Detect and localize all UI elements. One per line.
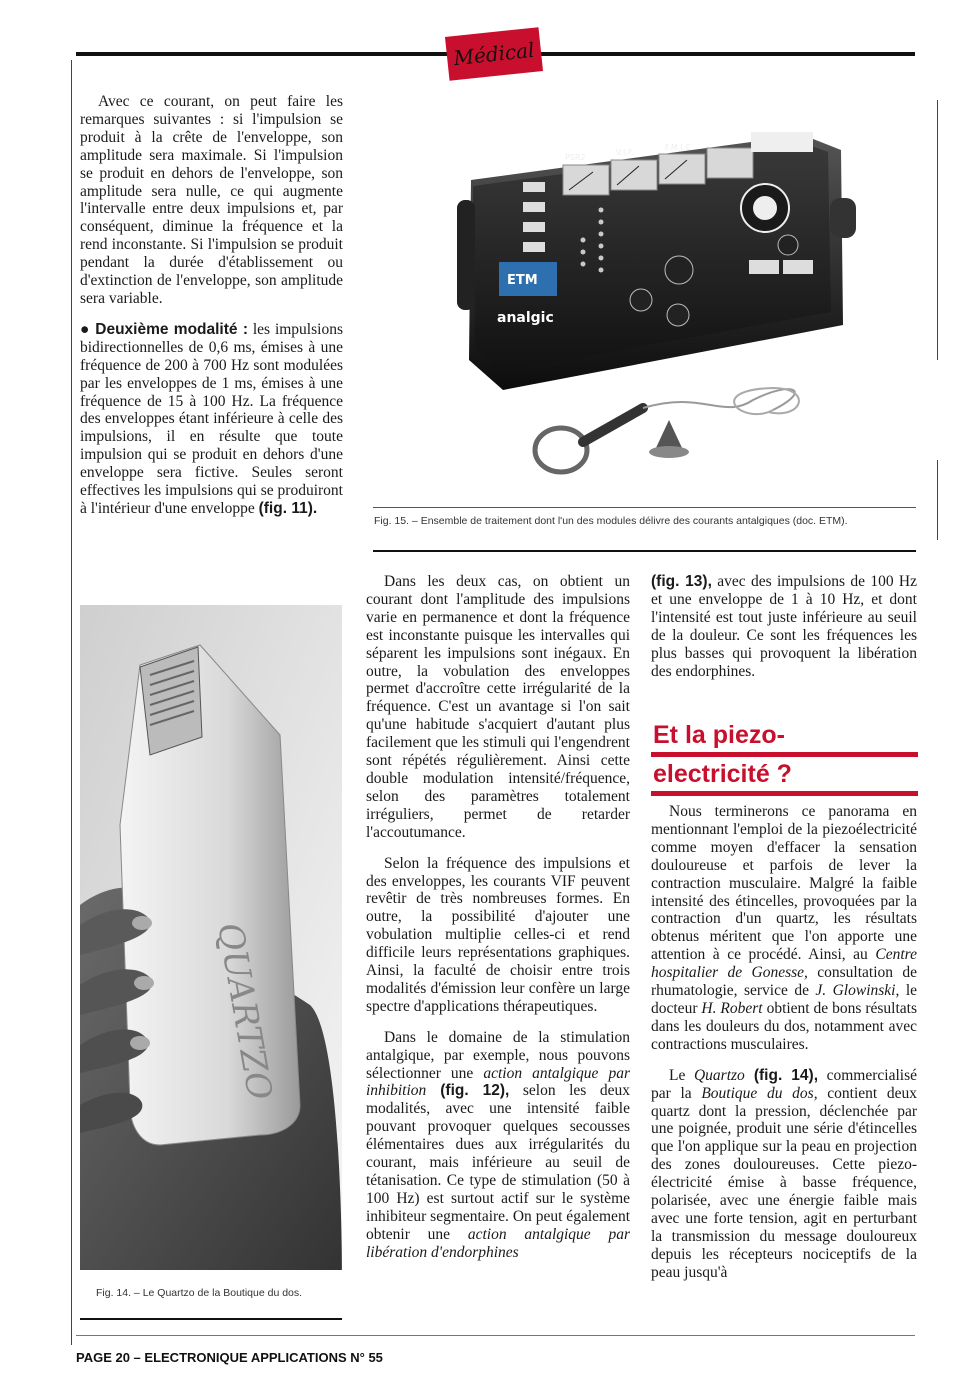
paragraph [651,1067,917,1282]
paragraph-text: Dans le domaine de la stimulation antalgique, par exemple, nous pouvons sélectionner une [366,1028,630,1082]
emphasis-text: action antalgique par libération d'endorphines [366,1225,630,1261]
body-column-1 [80,93,343,531]
figure-ref: (fig. 14), [744,1066,818,1084]
section-tag-label: Médical [452,37,536,71]
body-column-3-lower [651,803,917,1295]
gauge-label: F.M.I.C. [665,143,694,152]
gauge-label: PSR2 [565,153,586,162]
paragraph-lead: Deuxième modalité : [95,320,248,338]
paragraph-text: les impulsions bidirectionnelles de 0,6 ms, émises à une fréquence de 200 à 700 Hz sont modulées par les enveloppes de 1 ms, émises à une fréquence de 15 à 100 Hz. La fréquence des enveloppes étant inférieure à celle des impulsions, il en résulte que toute impulsion qui se produit en dehors d'une enveloppe sera fictive. Seules seront effectives les impulsions qui se produiront à l'intérieur d'une enveloppe [80,320,343,517]
module-label: ETM [507,273,538,288]
device-brand-text: QUARTZO [209,919,280,1104]
treatment-unit-illustration [373,90,916,500]
emphasis-text: Centre hospitalier de Gonesse, [651,946,917,982]
footer-rule [76,1335,915,1336]
column-divider [71,60,72,1345]
emphasis-text: H. Robert [701,999,763,1017]
paragraph-text: avec des impulsions de 100 Hz et une enveloppe de 1 à 10 Hz, et dont l'intensité est tout juste inférieure au seuil de la douleur. Ce sont les fréquences les plus basses qui provoquent la libération des endorphines. [651,573,917,680]
gauge-label: V.I.F. [616,148,634,157]
column-divider [937,100,938,360]
figure-15-caption: Fig. 15. – Ensemble de traitement dont l'un des modules délivre des courants antalgiques (doc. ETM). [374,515,848,527]
paragraph [651,803,917,1054]
section-tag [445,27,543,81]
paragraph [366,1029,630,1262]
quartzo-device-illustration [80,605,342,1270]
body-column-3 [651,573,917,693]
emphasis-text: action antalgique par inhibition [366,1064,630,1100]
paragraph-text: contient deux quartz dont la pression, déclenchée par une poignée, produit une série d'étincelles que l'on applique sur la peau en projection des zones douloureuses. Cette piezo-électricité émise à basse fréquence, polarisée, avec une énergie faible mais avec une forte tension, agit en perturbant la transmission du message douloureux depuis les récepteurs nociceptifs de la peau jusqu'à [651,1084,917,1281]
figure-15-caption-rule-top [373,507,916,508]
figure-15-photo [373,90,916,500]
figure-14-caption: Fig. 14. – Le Quartzo de la Boutique du dos. [96,1287,303,1299]
paragraph-text: selon les deux modalités, avec une intensité faible pouvant provoquer quelques secousses élémentaires dues aux irrégularités du courant, mais inférieure au seuil de tétanisation. Ce type de stimulation (50 à 100 Hz) est surtout actif sur le système inhibiteur segmentaire. On peut également obtenir une [366,1082,630,1243]
paragraph: Dans les deux cas, on obtient un courant dont l'amplitude des impulsions varie en permanence et dont la fréquence est inconstante puisque les intervalles qui séparent les impulsions sont inégaux. En outre, la vobulation des enveloppes permet d'accroître cette irrégularité de la fréquence. C'est un avantage si l'on sait qu'une habitude s'acquiert d'autant plus facilement que les stimuli qui l'engendrent sont répétés régulièrement. Ainsi cette double modulation intensité/fréquence, selon des paramètres totalement irréguliers, permet de retarder l'accoutumance. [366,573,630,841]
paragraph-text: obtient de bons résultats dans les douleurs du dos, notamment avec contractions musculaires. [651,999,917,1053]
figure-ref: (fig. 11). [258,499,318,517]
bullet-icon: ● [80,320,91,338]
figure-ref: (fig. 13), [651,573,712,590]
emphasis-text: J. Glowinski, [815,982,900,1000]
brand-label: analgic [497,310,554,326]
paragraph [80,321,343,518]
paragraph: Selon la fréquence des impulsions et des enveloppes, les courants VIF peuvent revêtir de très nombreuses formes. En outre, la possibilité d'ajouter une vobulation multiplie celles-ci et rend difficile leurs représentations graphiques. Ainsi, la faculté de choisir entre trois modalités d'émission leur confère un large spectre d'applications thérapeutiques. [366,854,630,1015]
paragraph-text: consultation de rhumatologie, service de [651,964,917,1000]
section-heading [651,718,918,796]
figure-14-caption-rule [80,1318,342,1320]
heading-line: electricité ? [651,757,918,796]
paragraph-text: Nous terminerons ce panorama en mentionnant l'emploi de la piezoélectricité comme moyen d'effacer la sensation douloureuse et parfois de lever la contraction musculaire. Malgré la faible intensité des étincelles, provoquées par la contraction d'un quartz, les résultats obtenus méritent que l'on apporte une attention à ce procédé. Ainsi, au [651,803,917,964]
figure-14-photo [80,605,342,1270]
paragraph: Avec ce courant, on peut faire les remarques suivantes : si l'impulsion se produit à la crête de l'enveloppe, son amplitude sera maximale. Si l'impulsion se produit en dehors de l'enveloppe, son amplitude sera nulle, ce qui augmente l'intervalle entre deux impulsions et, par conséquent, diminue la fréquence et la rend inconstante. Si l'impulsion se produit pendant la durée d'établissement ou d'extinction de l'enveloppe, son amplitude sera variable. [80,93,343,307]
emphasis-text: Quartzo [693,1066,745,1084]
figure-ref: (fig. 12), [426,1082,510,1100]
page-footer: PAGE 20 – ELECTRONIQUE APPLICATIONS N° 55 [76,1350,383,1365]
heading-line: Et la piezo- [651,718,918,757]
paragraph-text: Le [669,1066,694,1084]
figure-15-caption-rule-bottom [373,550,916,552]
paragraph-text: le docteur [651,982,917,1017]
column-divider [937,460,938,540]
emphasis-text: Boutique du dos, [701,1084,818,1102]
paragraph-text: commercialisé par la [651,1066,917,1102]
paragraph [651,573,917,680]
body-column-2 [366,573,630,1275]
